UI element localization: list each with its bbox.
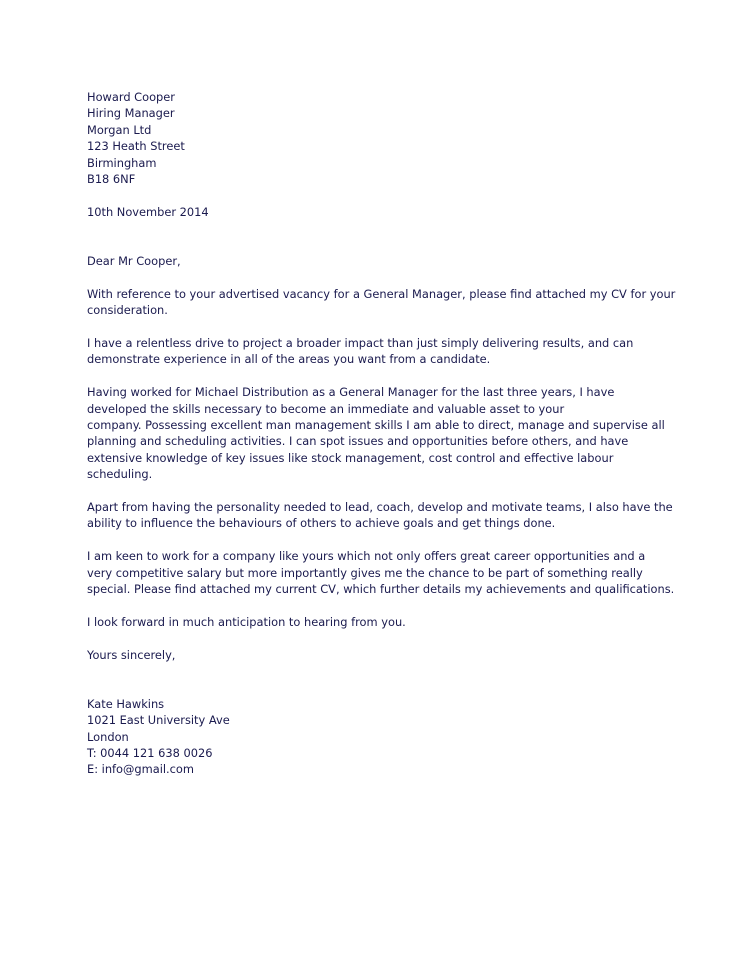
spacer: [87, 630, 647, 646]
recipient-company: Morgan Ltd: [87, 122, 152, 137]
paragraph-line: demonstrate experience in all of the areas you want from a candidate.: [87, 352, 491, 367]
paragraph-line: I am keen to work for a company like yours which not only offers great career opportunities and a: [87, 549, 646, 564]
recipient-address: [87, 89, 647, 187]
paragraph-line: company. Possessing excellent man management skills I am able to direct, manage and supervise all: [87, 418, 665, 433]
paragraph-line: I have a relentless drive to project a broader impact than just simply delivering results, and can: [87, 336, 634, 351]
spacer: [87, 597, 647, 613]
spacer: [87, 532, 647, 548]
spacer: [87, 269, 647, 285]
body-paragraph: [87, 499, 673, 532]
paragraph-line: special. Please find attached my current CV, which further details my achievements and qualifications.: [87, 582, 675, 597]
paragraph-line: I look forward in much anticipation to hearing from you.: [87, 614, 406, 629]
paragraph-line: consideration.: [87, 303, 168, 318]
body-paragraph: [87, 335, 647, 368]
sender-email: E: info@gmail.com: [87, 762, 194, 777]
spacer: [87, 187, 647, 203]
paragraph-line: scheduling.: [87, 467, 153, 482]
sender-phone: T: 0044 121 638 0026: [87, 746, 213, 761]
spacer: [87, 483, 647, 499]
paragraph-line: very competitive salary but more importantly gives me the chance to be part of something really: [87, 565, 643, 580]
cover-letter: [87, 89, 676, 778]
spacer: [87, 679, 647, 695]
spacer: [87, 220, 647, 236]
recipient-name: Howard Cooper: [87, 90, 175, 104]
recipient-postcode: B18 6NF: [87, 172, 136, 187]
body-paragraph: [87, 384, 665, 482]
sender-street: 1021 East University Ave: [87, 713, 230, 728]
paragraph-line: extensive knowledge of key issues like stock management, cost control and effective labour: [87, 450, 614, 465]
body-paragraph: [87, 548, 675, 597]
spacer: [87, 237, 647, 253]
spacer: [87, 368, 647, 384]
salutation: Dear Mr Cooper,: [87, 254, 181, 269]
paragraph-line: planning and scheduling activities. I can spot issues and opportunities before others, and have: [87, 434, 629, 449]
paragraph-line: developed the skills necessary to become an immediate and valuable asset to your: [87, 401, 565, 416]
letter-date: 10th November 2014: [87, 204, 209, 219]
recipient-street: 123 Heath Street: [87, 139, 185, 154]
paragraph-line: With reference to your advertised vacancy for a General Manager, please find attached my CV for your: [87, 286, 676, 301]
paragraph-line: ability to influence the behaviours of others to achieve goals and get things done.: [87, 516, 556, 531]
paragraph-line: Apart from having the personality needed to lead, coach, develop and motivate teams, I also have the: [87, 500, 673, 515]
paragraph-line: Having worked for Michael Distribution as a General Manager for the last three years, I have: [87, 385, 615, 400]
recipient-title: Hiring Manager: [87, 106, 175, 121]
closing: Yours sincerely,: [87, 647, 176, 662]
sender-name: Kate Hawkins: [87, 696, 165, 711]
recipient-city: Birmingham: [87, 155, 157, 170]
sender-city: London: [87, 729, 129, 744]
spacer: [87, 663, 647, 679]
body-paragraph: [87, 614, 647, 630]
body-paragraph: [87, 286, 676, 319]
spacer: [87, 319, 647, 335]
sender-details: [87, 696, 647, 778]
